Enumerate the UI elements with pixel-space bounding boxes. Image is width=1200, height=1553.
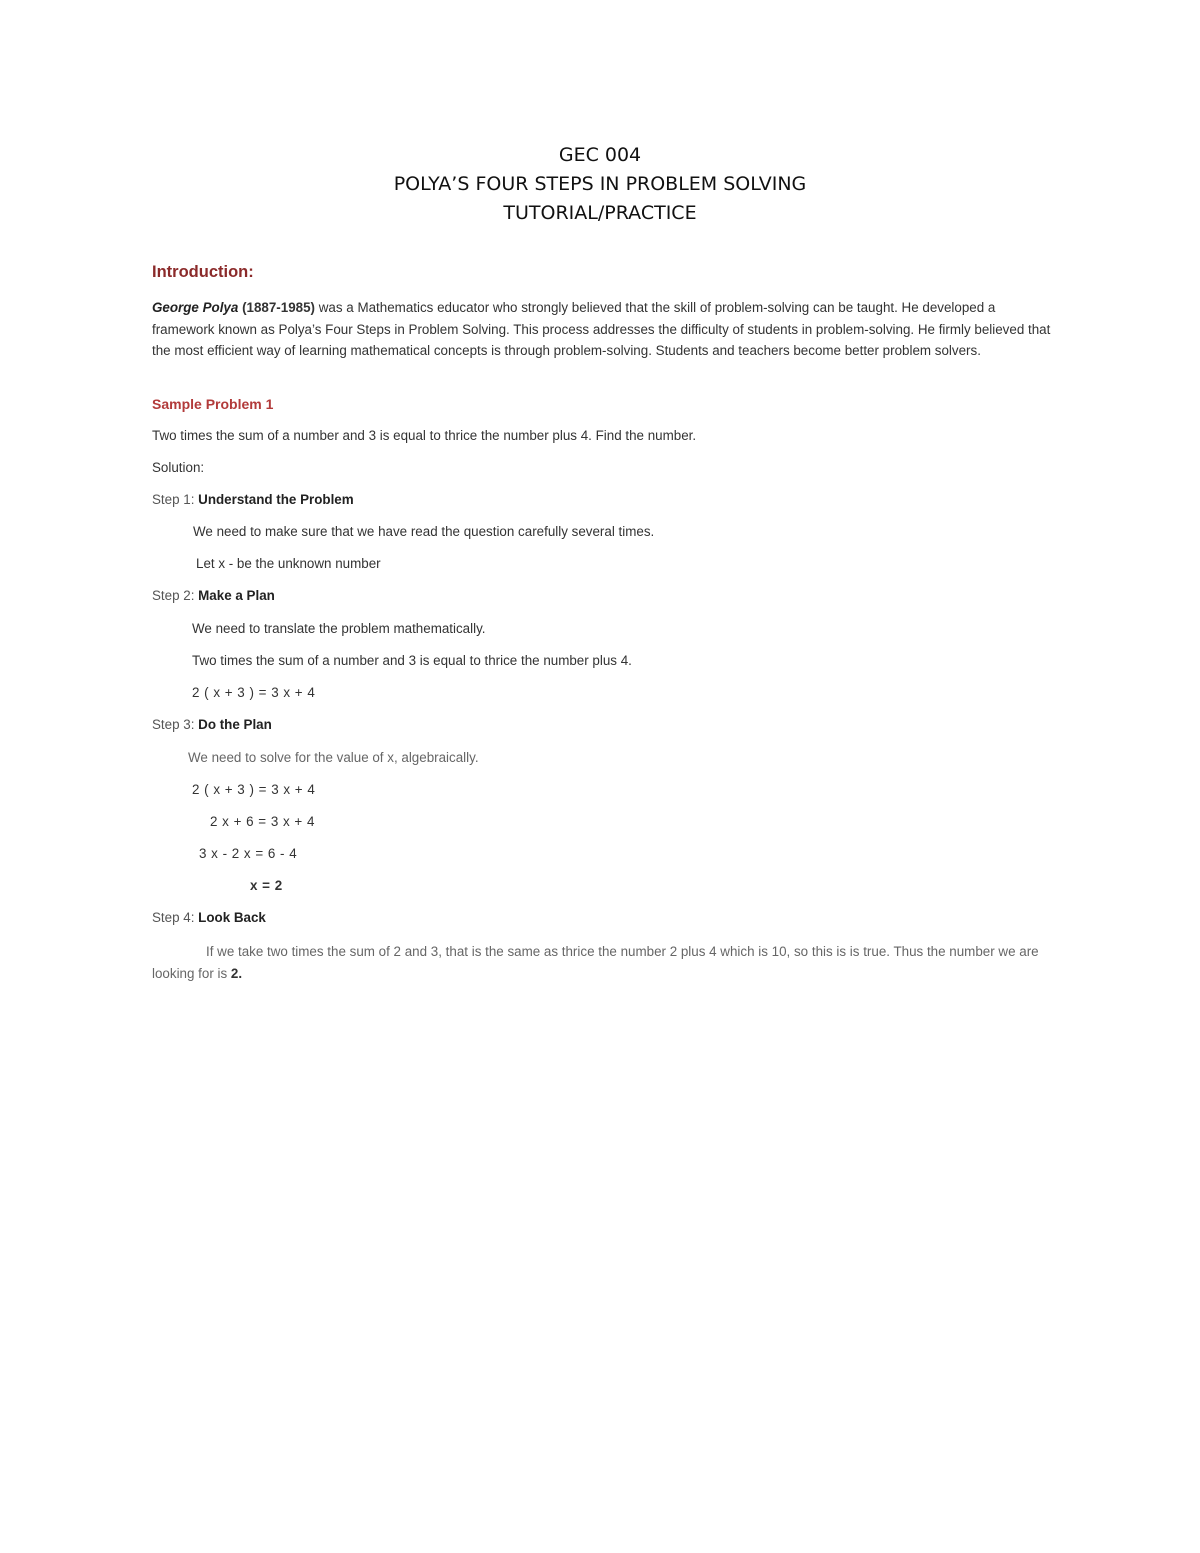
step3-title: Do the Plan (198, 717, 272, 732)
sample-problem-heading: Sample Problem 1 (152, 396, 274, 412)
introduction-paragraph (152, 297, 1052, 362)
polya-years: (1887-1985) (242, 300, 316, 315)
step2-equation: 2 ( x + 3 ) = 3 x + 4 (192, 685, 316, 700)
step1-line1: We need to make sure that we have read the question carefully several times. (193, 524, 655, 539)
step4-label: Step 4: (152, 910, 199, 925)
step3-equation-4: x = 2 (250, 878, 283, 893)
step4-heading (152, 910, 266, 925)
step4-text: If we take two times the sum of 2 and 3, that is the same as thrice the number 2 plus 4 which is 10, so this is is true. Thus the number we are looking for is (152, 944, 1039, 981)
solution-label: Solution: (152, 460, 205, 475)
step3-label: Step 3: (152, 717, 199, 732)
step4-paragraph (152, 941, 1052, 984)
step2-heading (152, 588, 275, 603)
step3-equation-2: 2 x + 6 = 3 x + 4 (210, 814, 315, 829)
step1-line2: Let x - be the unknown number (196, 556, 381, 571)
polya-name: George Polya (152, 300, 239, 315)
document-title: POLYA’S FOUR STEPS IN PROBLEM SOLVING (393, 173, 807, 195)
introduction-text: was a Mathematics educator who strongly believed that the skill of problem-solving can be taught. He developed a framework known as Polya’s Four Steps in Problem Solving. This process addresses the difficulty of students in problem-solving. He firmly believed that the most efficient way of learning mathematical concepts is through problem-solving. Students and teachers become better problem solvers. (152, 300, 1051, 359)
step2-line2: Two times the sum of a number and 3 is equal to thrice the number plus 4. (192, 653, 632, 668)
step2-title: Make a Plan (198, 588, 275, 603)
course-code: GEC 004 (558, 144, 642, 166)
introduction-heading: Introduction: (152, 263, 254, 281)
step3-line1: We need to solve for the value of x, algebraically. (188, 750, 479, 765)
step2-line1: We need to translate the problem mathematically. (192, 621, 486, 636)
document-subtitle: TUTORIAL/PRACTICE (503, 202, 697, 224)
step2-label: Step 2: (152, 588, 199, 603)
step1-title: Understand the Problem (198, 492, 354, 507)
step3-equation-3: 3 x - 2 x = 6 - 4 (199, 846, 298, 861)
step4-answer: 2. (230, 965, 243, 981)
step3-heading (152, 717, 272, 732)
step3-equation-1: 2 ( x + 3 ) = 3 x + 4 (192, 782, 316, 797)
step1-label: Step 1: (152, 492, 199, 507)
step1-heading (152, 492, 354, 507)
step4-title: Look Back (198, 910, 266, 925)
problem-statement: Two times the sum of a number and 3 is equal to thrice the number plus 4. Find the number. (152, 428, 697, 443)
